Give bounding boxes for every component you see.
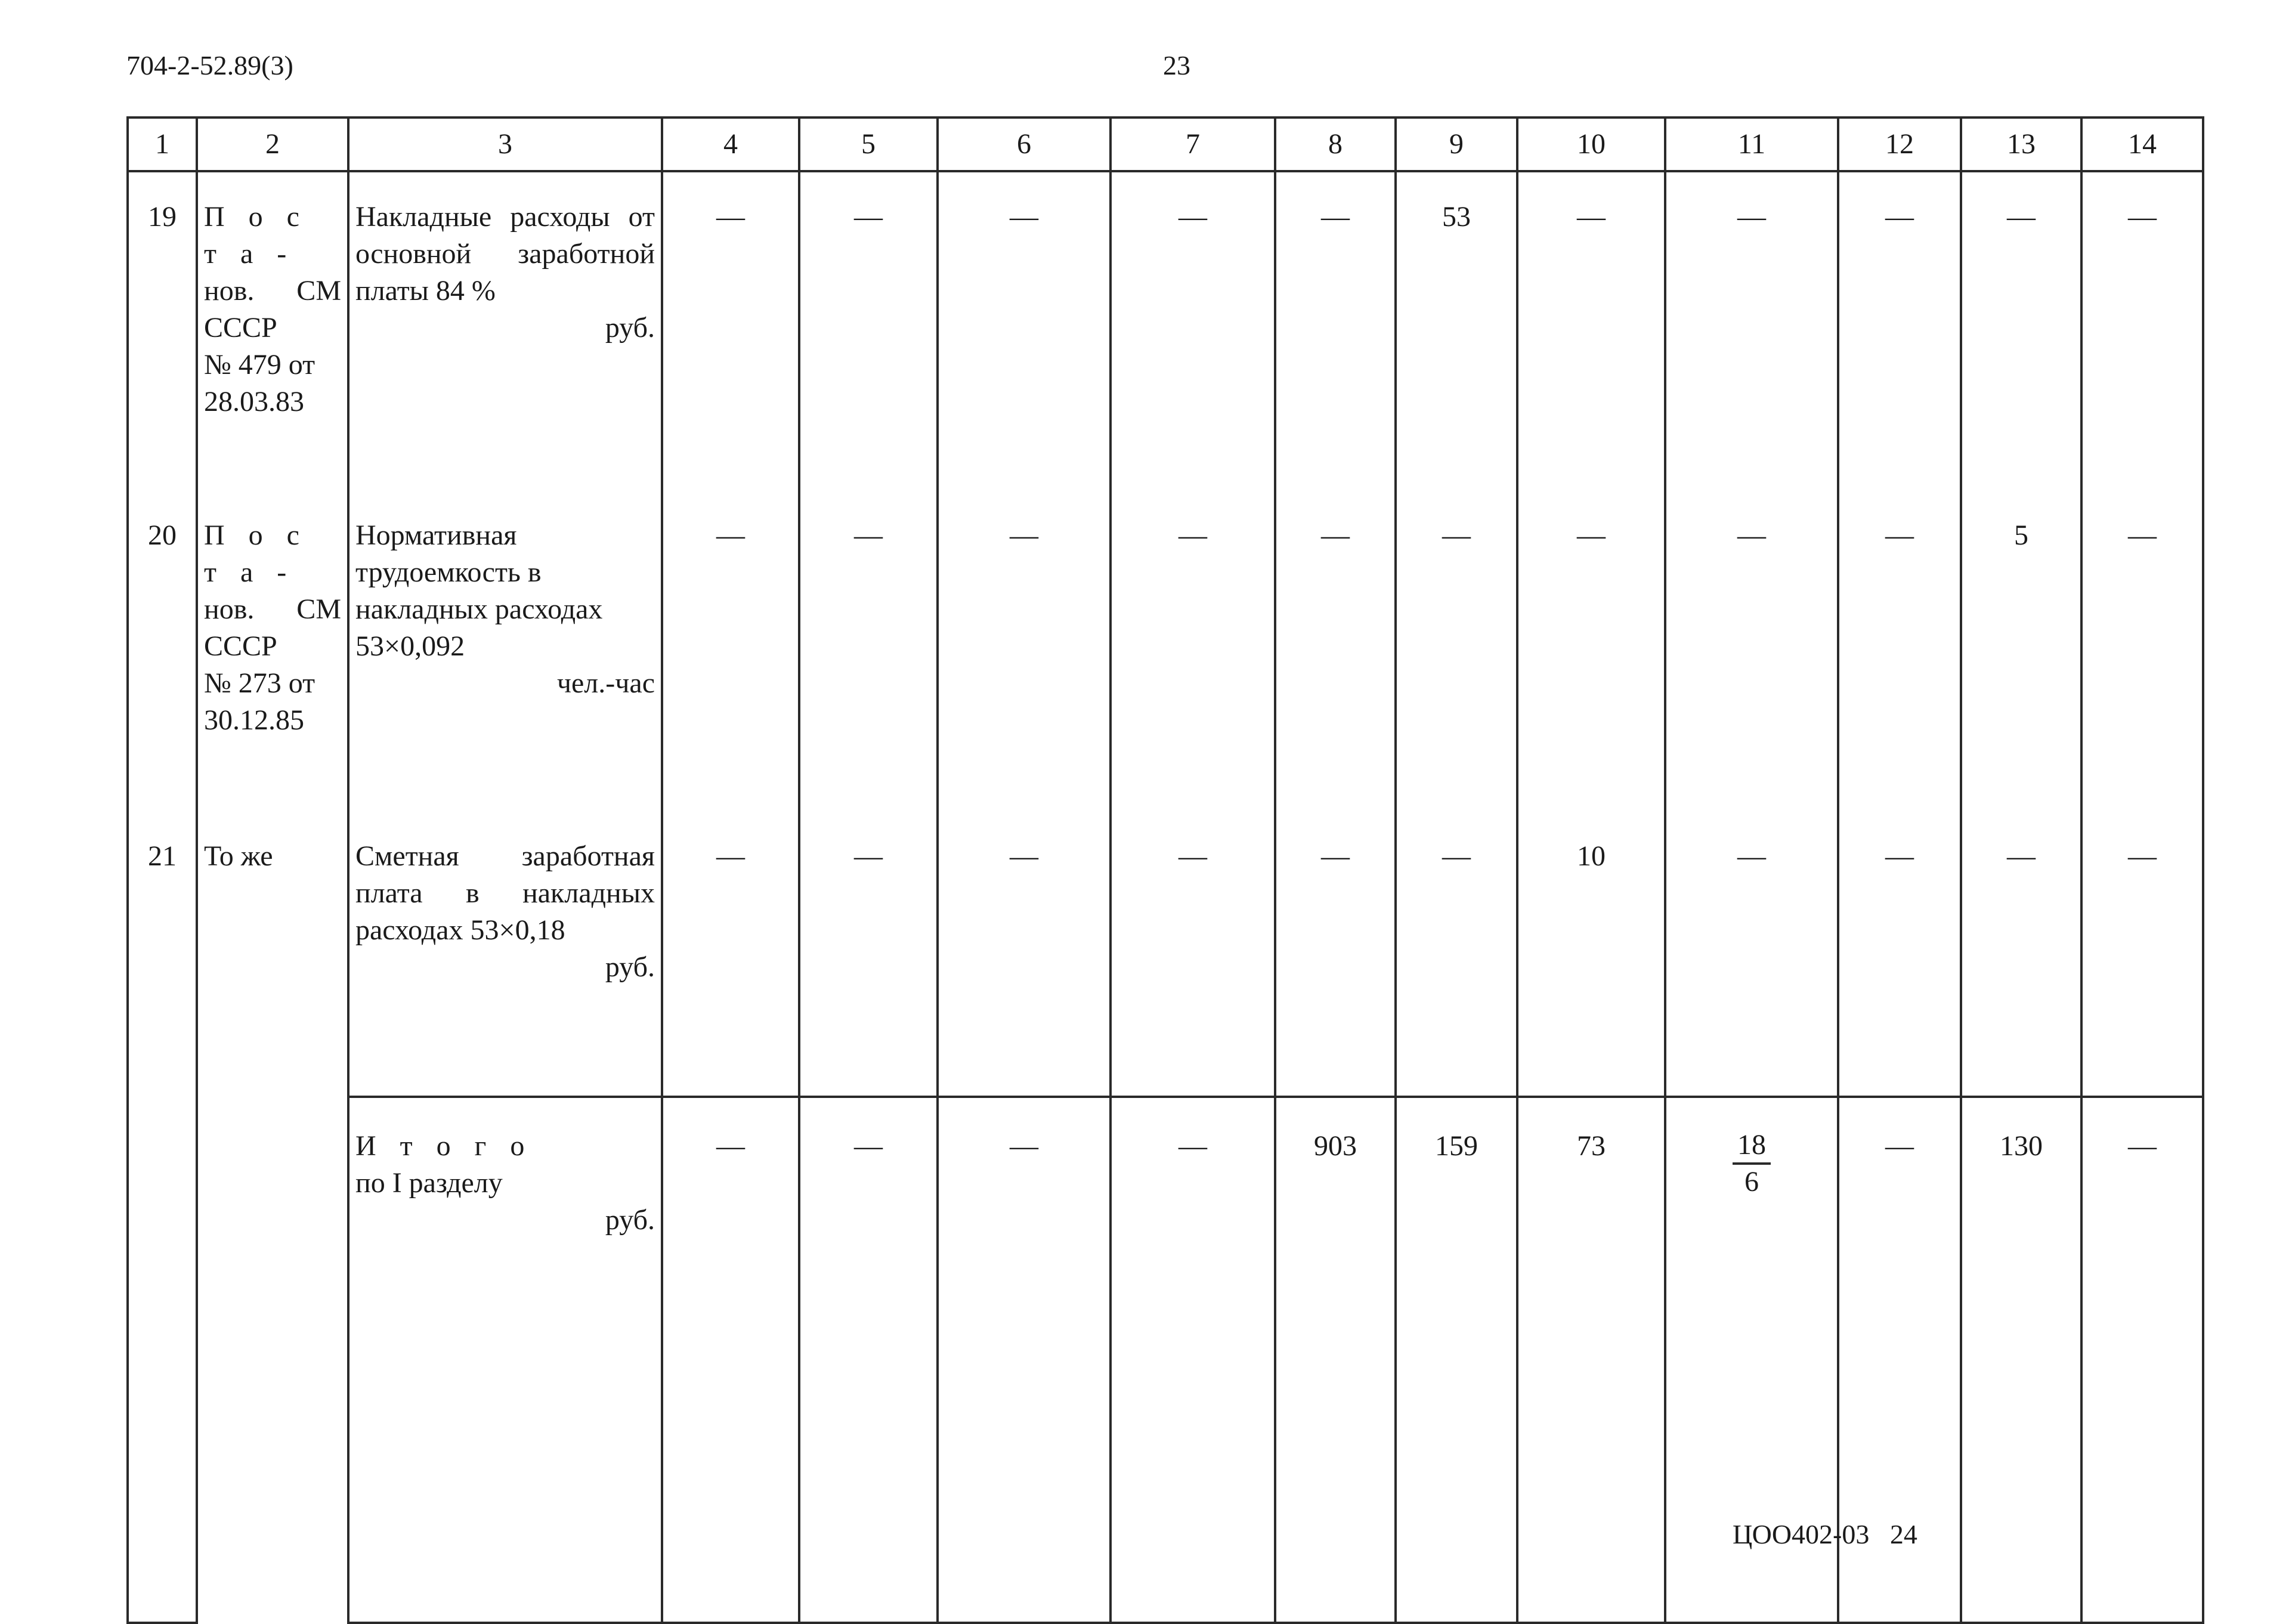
column-number: 6 — [938, 117, 1111, 171]
basis-line: СССР — [204, 312, 277, 344]
row-number: 19 — [128, 171, 197, 491]
total-sublabel: по I разделу — [355, 1167, 503, 1199]
footer-sheet-number: 24 — [1889, 1519, 1917, 1549]
fraction — [1733, 1128, 1771, 1199]
description-cell — [348, 491, 662, 812]
table-row — [128, 491, 2203, 812]
footer-doc-code: ЦОО402-03 — [1733, 1519, 1870, 1549]
total-label: И т о г о — [355, 1130, 533, 1162]
value-cell: — — [2081, 1097, 2203, 1623]
estimate-table — [126, 116, 2204, 1624]
value-cell: — — [1517, 491, 1665, 812]
value-cell: 159 — [1396, 1097, 1517, 1623]
value-cell: — — [938, 812, 1111, 1097]
value-cell: — — [1111, 1097, 1275, 1623]
value-cell: — — [1665, 491, 1838, 812]
column-number: 2 — [197, 117, 348, 171]
unit-label: руб. — [605, 951, 655, 983]
unit-label: чел.-час — [556, 667, 655, 699]
document-code: 704-2-52.89(3) — [126, 50, 293, 81]
value-cell: — — [2081, 491, 2203, 812]
description-cell — [348, 812, 662, 1097]
basis-line: П о с т а - — [204, 201, 308, 270]
value-cell: 53 — [1396, 171, 1517, 491]
value-cell: — — [1396, 491, 1517, 812]
value-cell: — — [662, 491, 799, 812]
column-number: 14 — [2081, 117, 2203, 171]
description-cell — [348, 171, 662, 491]
value-cell: — — [2081, 171, 2203, 491]
value-cell: — — [799, 812, 938, 1097]
value-cell: — — [2081, 812, 2203, 1097]
basis-line: СССР — [204, 630, 277, 662]
basis-cell — [197, 491, 348, 812]
column-number: 8 — [1275, 117, 1396, 171]
value-cell: — — [1275, 171, 1396, 491]
value-cell: — — [1396, 812, 1517, 1097]
row-number: 21 — [128, 812, 197, 1097]
column-number: 9 — [1396, 117, 1517, 171]
basis-line: 28.03.83 — [204, 386, 304, 417]
row-number: 20 — [128, 491, 197, 812]
value-cell: 903 — [1275, 1097, 1396, 1623]
value-cell: — — [1275, 491, 1396, 812]
column-number: 3 — [348, 117, 662, 171]
value-cell: 73 — [1517, 1097, 1665, 1623]
column-number: 7 — [1111, 117, 1275, 171]
unit-label: руб. — [605, 312, 655, 344]
table-row — [128, 171, 2203, 491]
basis-line: 30.12.85 — [204, 704, 304, 736]
value-cell: — — [799, 1097, 938, 1623]
value-cell: — — [1961, 812, 2081, 1097]
value-cell: — — [1838, 812, 1961, 1097]
basis-line: № 273 от — [204, 667, 315, 699]
column-number: 13 — [1961, 117, 2081, 171]
basis-line: То же — [204, 840, 273, 872]
value-cell: — — [1838, 1097, 1961, 1623]
value-cell: — — [662, 171, 799, 491]
value-cell: — — [799, 491, 938, 812]
column-number: 11 — [1665, 117, 1838, 171]
value-cell: — — [662, 812, 799, 1097]
page-number: 23 — [1163, 50, 1190, 81]
row-number — [128, 1097, 197, 1623]
description-text: Нормативная трудоемкость в накладных расходах 53×0,092 — [355, 519, 603, 662]
value-cell: — — [1517, 171, 1665, 491]
value-cell: — — [1961, 171, 2081, 491]
basis-line: № 479 от — [204, 349, 315, 381]
value-cell: — — [1665, 171, 1838, 491]
value-cell: — — [1838, 491, 1961, 812]
value-cell: 130 — [1961, 1097, 2081, 1623]
value-cell: — — [1275, 812, 1396, 1097]
column-number-row — [128, 117, 2203, 171]
basis-cell — [197, 171, 348, 491]
basis-line: П о с т а - — [204, 519, 308, 588]
value-cell: 5 — [1961, 491, 2081, 812]
footer-code — [1733, 1518, 1917, 1551]
description-text: Накладные расходы от основной заработной платы 84 % — [355, 201, 655, 307]
table-row — [128, 812, 2203, 1097]
column-number: 4 — [662, 117, 799, 171]
value-cell: — — [799, 171, 938, 491]
basis-line: нов. СМ — [204, 593, 341, 625]
value-cell: — — [1111, 812, 1275, 1097]
column-number: 5 — [799, 117, 938, 171]
value-cell: — — [1111, 171, 1275, 491]
value-cell: — — [1111, 491, 1275, 812]
description-cell — [348, 1097, 662, 1623]
value-cell: 10 — [1517, 812, 1665, 1097]
description-text: Сметная заработная плата в накладных расходах 53×0,18 — [355, 840, 655, 946]
value-cell: — — [1665, 812, 1838, 1097]
value-cell: — — [1838, 171, 1961, 491]
column-number: 10 — [1517, 117, 1665, 171]
column-number: 12 — [1838, 117, 1961, 171]
value-cell: — — [938, 171, 1111, 491]
basis-line: нов. СМ — [204, 275, 341, 307]
unit-label: руб. — [605, 1204, 655, 1236]
value-cell: — — [938, 1097, 1111, 1623]
fraction-denominator: 6 — [1744, 1166, 1759, 1198]
basis-cell — [197, 812, 348, 1623]
value-cell: — — [662, 1097, 799, 1623]
column-number: 1 — [128, 117, 197, 171]
fraction-numerator: 18 — [1733, 1128, 1771, 1165]
value-cell: — — [938, 491, 1111, 812]
